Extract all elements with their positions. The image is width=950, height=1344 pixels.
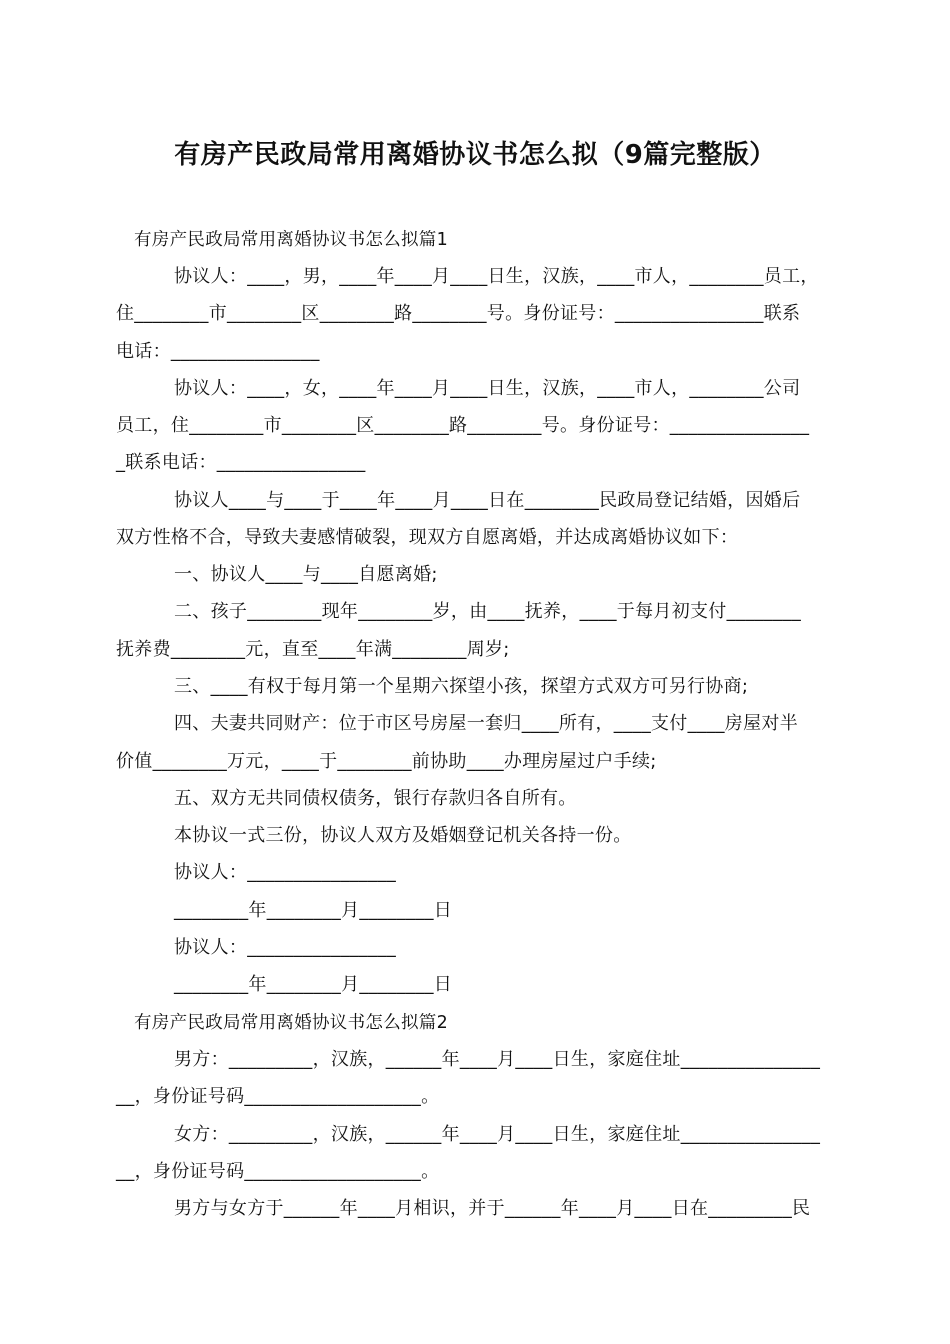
clause-line: 二、孩子________现年________岁，由____抚养，____于每月初支付________ (174, 601, 801, 622)
date-line: ________年________月________日 (174, 974, 453, 995)
paragraph-line: 双方性格不合，导致夫妻感情破裂，现双方自愿离婚，并达成离婚协议如下： (116, 527, 739, 548)
paragraph-line: _联系电话：________________ (116, 452, 366, 473)
paragraph-line: 男方：_________，汉族，______年____月____日生，家庭住址_______________ (174, 1049, 821, 1070)
section-heading-1: 有房产民政局常用离婚协议书怎么拟篇1 (134, 230, 449, 250)
paragraph-line: 电话：________________ (116, 341, 320, 362)
clause-line: 四、夫妻共同财产：位于市区号房屋一套归____所有，____支付____房屋对半 (174, 713, 798, 734)
paragraph-line: 住________市________区________路________号。身份证号：________________联系 (116, 303, 801, 324)
paragraph-line: 协议人：____，女，____年____月____日生，汉族，____市人，________公司 (174, 378, 801, 399)
paragraph-line: 协议人____与____于____年____月____日在________民政局登记结婚，因婚后 (174, 490, 801, 511)
paragraph-line: 本协议一式三份，协议人双方及婚姻登记机关各持一份。 (174, 825, 632, 846)
paragraph-line: 女方：_________，汉族，______年____月____日生，家庭住址_______________ (174, 1124, 821, 1145)
paragraph-line: 男方与女方于______年____月相识，并于______年____月____日在_________民 (174, 1198, 811, 1219)
clause-line: 一、协议人____与____自愿离婚; (174, 564, 438, 585)
clause-line: 抚养费________元，直至____年满________周岁; (116, 639, 510, 660)
clause-line: 五、双方无共同债权债务，银行存款归各自所有。 (174, 788, 577, 809)
paragraph-line: 协议人：____，男，____年____月____日生，汉族，____市人，________员工， (174, 266, 819, 287)
paragraph-line: 员工，住________市________区________路________号。身份证号：_______________ (116, 415, 810, 436)
paragraph-line: __，身份证号码___________________。 (116, 1086, 440, 1107)
clause-line: 价值________万元，____于________前协助____办理房屋过户手续; (116, 751, 657, 772)
clause-line: 三、____有权于每月第一个星期六探望小孩，探望方式双方可另行协商; (174, 676, 749, 697)
signature-line: 协议人：________________ (174, 862, 396, 883)
section-heading-2: 有房产民政局常用离婚协议书怎么拟篇2 (134, 1013, 449, 1033)
document-title: 有房产民政局常用离婚协议书怎么拟（9篇完整版） (174, 140, 776, 170)
paragraph-line: __，身份证号码___________________。 (116, 1161, 440, 1182)
date-line: ________年________月________日 (174, 900, 453, 921)
signature-line: 协议人：________________ (174, 937, 396, 958)
